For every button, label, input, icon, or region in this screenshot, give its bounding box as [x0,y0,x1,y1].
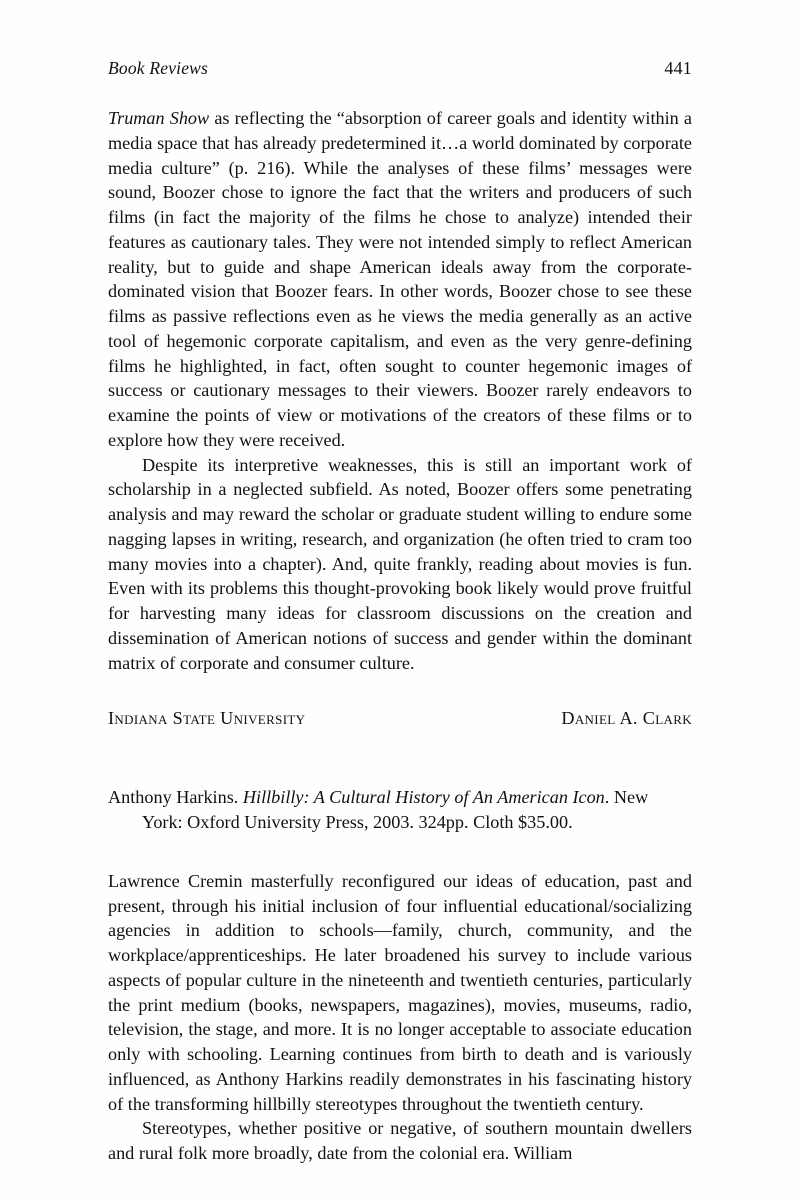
page-number: 441 [664,58,692,78]
paragraph: Despite its interpretive weaknesses, this is still an important work of scholarship in a neglected subfield. As noted, Boozer offers some penetrating analysis and may reward the scholar or graduate student willing to endure some nagging lapses in writing, research, and organization (he often tried to cram too many movies into a chapter). And, quite frankly, reading about movies is fun. Even with its problems this thought-provoking book likely would prove fruitful for harvesting many ideas for classroom discussions on the creation and dissemination of American notions of success and gender within the dominant matrix of corporate and consumer culture. [108,454,692,673]
running-head-title: Book Reviews [108,58,209,78]
page-content [108,58,692,1166]
review-two-paragraphs [108,869,692,1166]
review-one [108,106,692,729]
reviewer-name: Daniel A. Clark [561,708,692,729]
running-head [108,58,692,80]
review-one-attribution [108,708,692,729]
paragraph: Lawrence Cremin masterfully reconfigured our ideas of education, past and present, through his initial inclusion of four influential educational/socializing agencies in addition to schools—family, church, community, and the workplace/apprenticeships. He later broadened his survey to include various aspects of popular culture in the nineteenth and twentieth centuries, particularly the print medium (books, newspapers, magazines), movies, museums, radio, television, the stage, and more. It is no longer acceptable to associate education only with schooling. Learning continues from birth to death and is variously influenced, as Anthony Harkins readily demonstrates in his fascinating history of the transforming hillbilly stereotypes throughout the twentieth century. [108,870,692,1114]
paragraph: Truman Show as reflecting the “absorption of career goals and identity within a media space that has already predetermined it…a world dominated by corporate media culture” (p. 216). While the analyses of these films’ messages were sound, Boozer chose to ignore the fact that the writers and producers of such films (in fact the majority of the films he chose to analyze) intended their features as cautionary tales. They were not intended simply to reflect American reality, but to guide and shape American ideals away from the corporate-dominated vision that Boozer fears. In other words, Boozer chose to see these films as passive reflections even as he views the media generally as an active tool of hegemonic corporate capitalism, and even as the very genre-defining films he highlighted, in fact, often sought to counter hegemonic images of success or cautionary messages to their viewers. Boozer rarely endeavors to examine the points of view or motivations of the creators of these films or to explore how they were received. [108,108,692,450]
reviewer-institution: Indiana State University [108,708,306,729]
book-citation: Anthony Harkins. Hillbilly: A Cultural History of An American Icon. New York: Oxford University Press, 2003. 324pp. Cloth $35.00. [108,787,649,832]
review-two [108,785,692,1166]
paragraph: Stereotypes, whether positive or negative, of southern mountain dwellers and rural folk more broadly, date from the colonial era. William [108,1118,692,1163]
review-one-paragraphs [108,106,692,675]
